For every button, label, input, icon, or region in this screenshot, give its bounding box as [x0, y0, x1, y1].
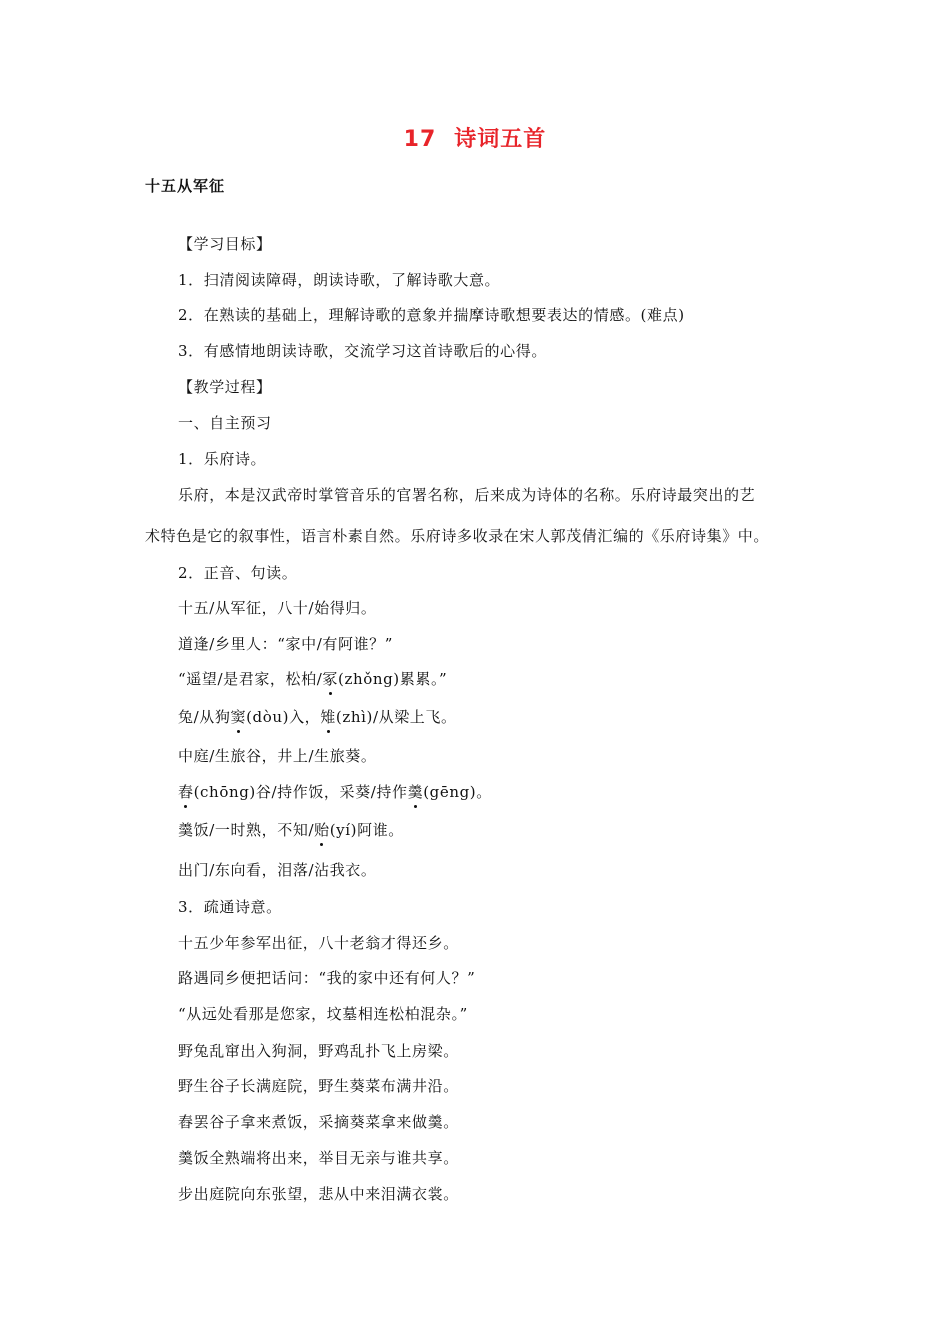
text-segment: 兔/从狗 [178, 708, 231, 726]
poem-line: 中庭/生旅谷，井上/生旅葵。 [178, 747, 377, 765]
poem-line [178, 781, 492, 802]
paragraph-line: 术特色是它的叙事性，语言朴素自然。乐府诗多收录在宋人郭茂倩汇编的《乐府诗集》中。 [145, 527, 770, 545]
item-1: 1．乐府诗。 [178, 450, 267, 468]
text-segment: (zhì)/从梁上飞。 [335, 708, 457, 726]
poem-title: 十五从军征 [145, 177, 226, 195]
emphasis-char: 贻 [314, 821, 330, 839]
emphasis-char: 舂 [178, 783, 194, 801]
objective-2: 2．在熟读的基础上，理解诗歌的意象并揣摩诗歌想要表达的情感。(难点) [178, 306, 685, 324]
poem-line: 道逢/乡里人：“家中/有阿谁？” [178, 635, 394, 653]
text-segment: “遥望/是君家，松柏/ [178, 670, 323, 688]
process-heading: 【教学过程】 [178, 378, 272, 396]
emphasis-char: 冢 [322, 670, 338, 688]
text-segment: (zhǒng)累累。” [338, 670, 448, 688]
translation-line: 羹饭全熟端将出来，举目无亲与谁共享。 [178, 1149, 459, 1167]
translation-line: 舂罢谷子拿来煮饭，采摘葵菜拿来做羹。 [178, 1113, 459, 1131]
emphasis-char: 窦 [230, 708, 247, 726]
translation-line: “从远处看那是您家，坟墓相连松柏混杂。” [178, 1005, 468, 1023]
part-1-heading: 一、自主预习 [178, 414, 272, 432]
item-3: 3．疏通诗意。 [178, 898, 282, 916]
poem-line [178, 706, 457, 727]
text-segment: (dòu)入， [246, 708, 321, 726]
text-segment: 羹饭/一时熟，不知/ [178, 821, 315, 839]
emphasis-char: 雉 [320, 708, 336, 726]
lesson-title: 诗词五首 [454, 127, 547, 152]
poem-line [178, 819, 404, 840]
translation-line: 步出庭院向东张望，悲从中来泪满衣裳。 [178, 1185, 459, 1203]
emphasis-char: 羹 [407, 783, 424, 801]
text-segment: (gēng)。 [423, 783, 492, 801]
poem-line: 十五/从军征，八十/始得归。 [178, 599, 377, 617]
translation-line: 野兔乱窜出入狗洞，野鸡乱扑飞上房梁。 [178, 1042, 459, 1060]
text-segment: (chōng)谷/持作饭，采葵/持作 [193, 783, 408, 801]
translation-line: 十五少年参军出征，八十老翁才得还乡。 [178, 934, 459, 952]
lesson-number: 17 [403, 127, 437, 152]
poem-line: 出门/东向看，泪落/沾我衣。 [178, 861, 377, 879]
objective-1: 1．扫清阅读障碍，朗读诗歌，了解诗歌大意。 [178, 271, 501, 289]
objective-3: 3．有感情地朗读诗歌，交流学习这首诗歌后的心得。 [178, 342, 547, 360]
poem-line [178, 668, 447, 689]
translation-line: 野生谷子长满庭院，野生葵菜布满井沿。 [178, 1077, 459, 1095]
objectives-heading: 【学习目标】 [178, 235, 272, 253]
translation-line: 路遇同乡便把话问：“我的家中还有何人？” [178, 969, 476, 987]
item-2: 2．正音、句读。 [178, 564, 298, 582]
text-segment: (yí)阿谁。 [329, 821, 404, 839]
page-title [0, 122, 950, 153]
paragraph-line: 乐府，本是汉武帝时掌管音乐的官署名称，后来成为诗体的名称。乐府诗最突出的艺 [178, 486, 756, 504]
